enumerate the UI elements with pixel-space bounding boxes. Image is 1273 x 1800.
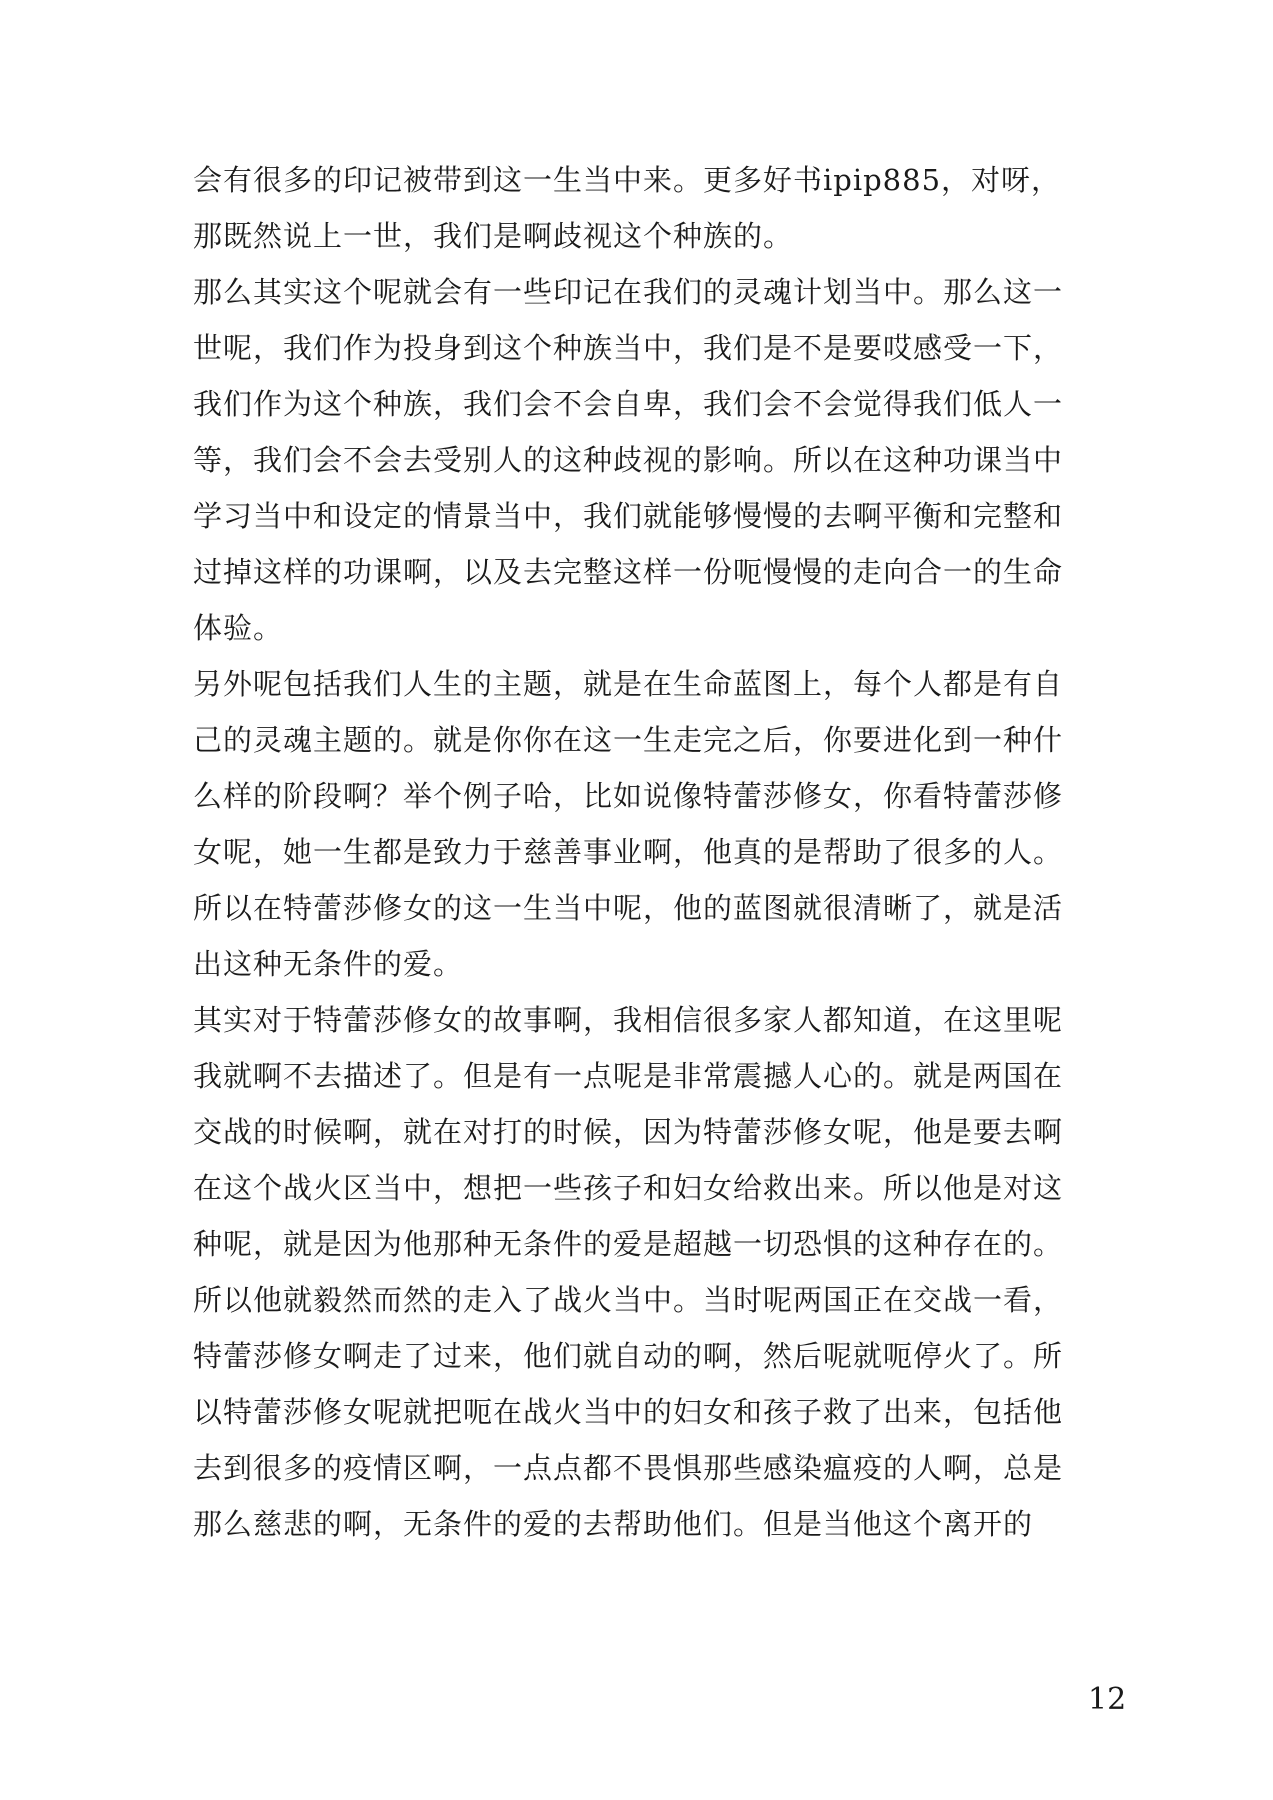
text-line: 所以在特蕾莎修女的这一生当中呢，他的蓝图就很清晰了，就是活 [193, 891, 1064, 925]
text-line: 等，我们会不会去受别人的这种歧视的影响。所以在这种功课当中 [193, 443, 1064, 477]
text-line: 在这个战火区当中，想把一些孩子和妇女给救出来。所以他是对这 [193, 1171, 1064, 1205]
text-line: 种呢，就是因为他那种无条件的爱是超越一切恐惧的这种存在的。 [193, 1227, 1064, 1261]
document-body [193, 152, 1073, 1552]
text-line: 世呢，我们作为投身到这个种族当中，我们是不是要哎感受一下， [193, 331, 1064, 365]
text-line: 那么其实这个呢就会有一些印记在我们的灵魂计划当中。那么这一 [193, 275, 1064, 309]
text-line: 那么慈悲的啊，无条件的爱的去帮助他们。但是当他这个离开的 [193, 1507, 1034, 1541]
text-line: 过掉这样的功课啊，以及去完整这样一份呃慢慢的走向合一的生命 [193, 555, 1064, 589]
text-line: 女呢，她一生都是致力于慈善事业啊，他真的是帮助了很多的人。 [193, 835, 1064, 869]
text-line: 会有很多的印记被带到这一生当中来。更多好书ipip885，对呀， [193, 163, 1062, 197]
text-line: 交战的时候啊，就在对打的时候，因为特蕾莎修女呢，他是要去啊 [193, 1115, 1064, 1149]
page-number: 12 [1088, 1682, 1127, 1717]
text-line: 么样的阶段啊？举个例子哈，比如说像特蕾莎修女，你看特蕾莎修 [193, 779, 1064, 813]
text-line: 去到很多的疫情区啊，一点点都不畏惧那些感染瘟疫的人啊，总是 [193, 1451, 1064, 1485]
text-line: 我就啊不去描述了。但是有一点呢是非常震撼人心的。就是两国在 [193, 1059, 1064, 1093]
text-line: 另外呢包括我们人生的主题，就是在生命蓝图上，每个人都是有自 [193, 667, 1064, 701]
text-line: 我们作为这个种族，我们会不会自卑，我们会不会觉得我们低人一 [193, 387, 1064, 421]
text-line: 以特蕾莎修女呢就把呃在战火当中的妇女和孩子救了出来，包括他 [193, 1395, 1064, 1429]
text-line: 学习当中和设定的情景当中，我们就能够慢慢的去啊平衡和完整和 [193, 499, 1064, 533]
text-line: 出这种无条件的爱。 [193, 947, 464, 981]
text-line: 特蕾莎修女啊走了过来，他们就自动的啊，然后呢就呃停火了。所 [193, 1339, 1064, 1373]
text-line: 所以他就毅然而然的走入了战火当中。当时呢两国正在交战一看， [193, 1283, 1064, 1317]
text-line: 体验。 [193, 611, 284, 645]
text-line: 那既然说上一世，我们是啊歧视这个种族的。 [193, 219, 794, 253]
text-line: 己的灵魂主题的。就是你你在这一生走完之后，你要进化到一种什 [193, 723, 1064, 757]
text-line: 其实对于特蕾莎修女的故事啊，我相信很多家人都知道，在这里呢 [193, 1003, 1064, 1037]
